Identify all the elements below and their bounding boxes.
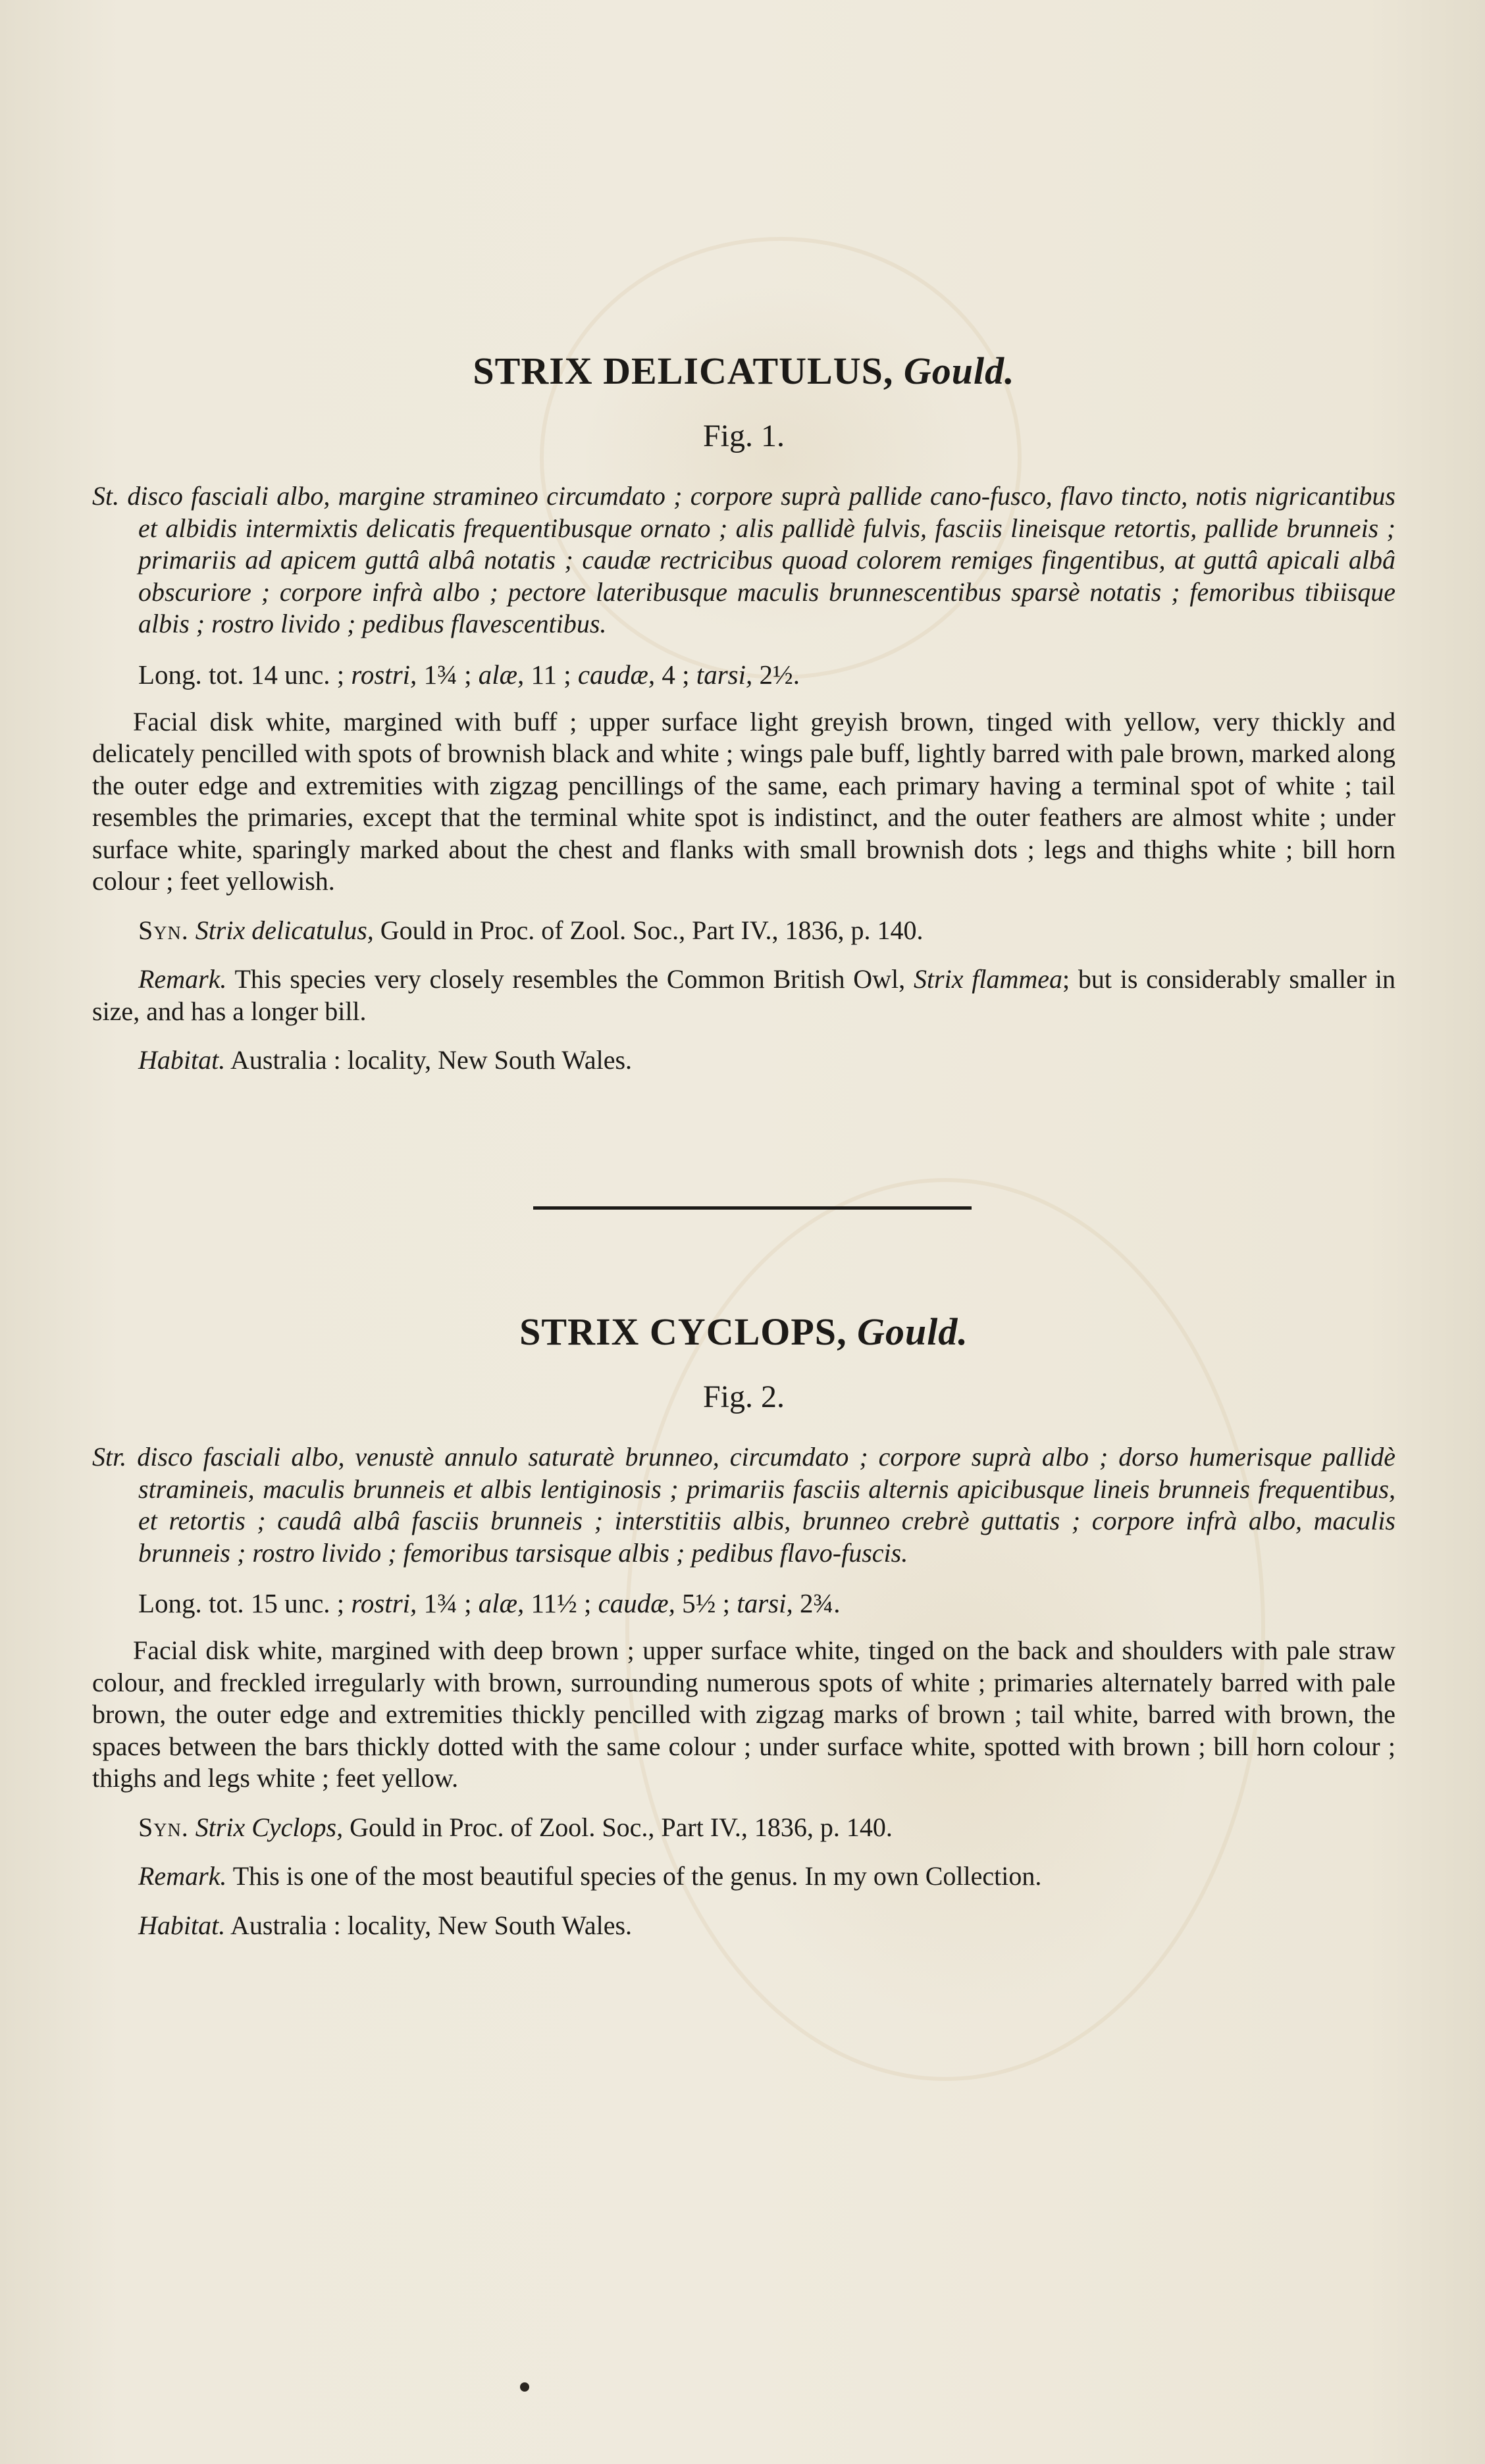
remark: Remark. This species very closely resembles the Common British Owl, Strix flammea; but is considerably smaller in size, and has a longer bill.	[92, 964, 1396, 1026]
synonym: Syn. Strix delicatulus, Gould in Proc. of Zool. Soc., Part IV., 1836, p. 140.	[138, 915, 924, 945]
measurements: Long. tot. 14 unc. ; rostri, 1¾ ; alæ, 11 ; caudæ, 4 ; tarsi, 2½.	[138, 659, 800, 690]
figure-label: Fig. 2.	[702, 1379, 785, 1414]
measurements: Long. tot. 15 unc. ; rostri, 1¾ ; alæ, 11½ ; caudæ, 5½ ; tarsi, 2¾.	[138, 1588, 841, 1618]
ink-dot	[520, 2382, 529, 2392]
habitat: Habitat. Australia : locality, New South Wales.	[138, 1045, 633, 1075]
species-title: STRIX CYCLOPS, Gould.	[519, 1310, 968, 1353]
synonym: Syn. Strix Cyclops, Gould in Proc. of Zool. Soc., Part IV., 1836, p. 140.	[138, 1812, 893, 1842]
latin-description: St. disco fasciali albo, margine stramineo circumdato ; corpore suprà pallide cano-fusco, flavo tincto, notis nigricantibus et albidis intermixtis delicatis frequentibusque ornato ; alis pallidè fulvis, fasciis lineisque retortis, pallide brunneis ; primariis ad apicem guttâ albâ notatis ; caudæ rectricibus quoad colorem remiges fingentibus, at guttâ apicali albâ obscuriore ; corpore infrà albo ; pectore lateribusque maculis brunnescentibus sparsè notatis ; femoribus tibiisque albis ; rostro livido ; pedibus flavescentibus.	[92, 481, 1395, 638]
section-divider	[533, 1206, 972, 1210]
latin-description: Str. disco fasciali albo, venustè annulo saturatè brunneo, circumdato ; corpore suprà albo ; dorso humerisque pallidè stramineis, maculis brunneis et albis lentiginosis ; primariis fasciis alternis apicibusque lineis brunneis frequentibus, et retortis ; caudâ albâ fasciis brunneis ; interstitiis albis, brunneo crebrè guttatis ; corpore infrà albo, maculis brunneis ; rostro livido ; femoribus tarsisque albis ; pedibus flavo-fuscis.	[92, 1442, 1395, 1568]
remark: Remark. This is one of the most beautiful species of the genus. In my own Collection.	[138, 1861, 1042, 1891]
english-description: Facial disk white, margined with buff ; upper surface light greyish brown, tinged with yellow, very thickly and delicately pencilled with spots of brownish black and white ; wings pale buff, lightly barred with pale brown, marked along the outer edge and extremities with zigzag pencillings of the same, each primary having a terminal spot of white ; tail resembles the primaries, except that the terminal white spot is indistinct, and the outer feathers are almost white ; under surface white, sparingly marked about the chest and flanks with small brownish dots ; legs and thighs white ; bill horn colour ; feet yellowish.	[92, 706, 1395, 896]
english-description: Facial disk white, margined with deep brown ; upper surface white, tinged on the back and shoulders with pale straw colour, and freckled irregularly with brown, surrounding numerous spots of white ; primaries alternately barred with pale brown, the outer edge and extremities thickly pencilled with zigzag marks of brown ; tail white, barred with brown, the spaces between the bars thickly dotted with the same colour ; under surface white, spotted with brown ; bill horn colour ; thighs and legs white ; feet yellow.	[92, 1635, 1395, 1793]
species-title: STRIX DELICATULUS, Gould.	[473, 349, 1015, 392]
species-entry-1	[92, 349, 1395, 1077]
habitat: Habitat. Australia : locality, New South Wales.	[138, 1910, 633, 1940]
figure-label: Fig. 1.	[702, 419, 785, 453]
species-entry-2	[92, 1310, 1395, 1941]
